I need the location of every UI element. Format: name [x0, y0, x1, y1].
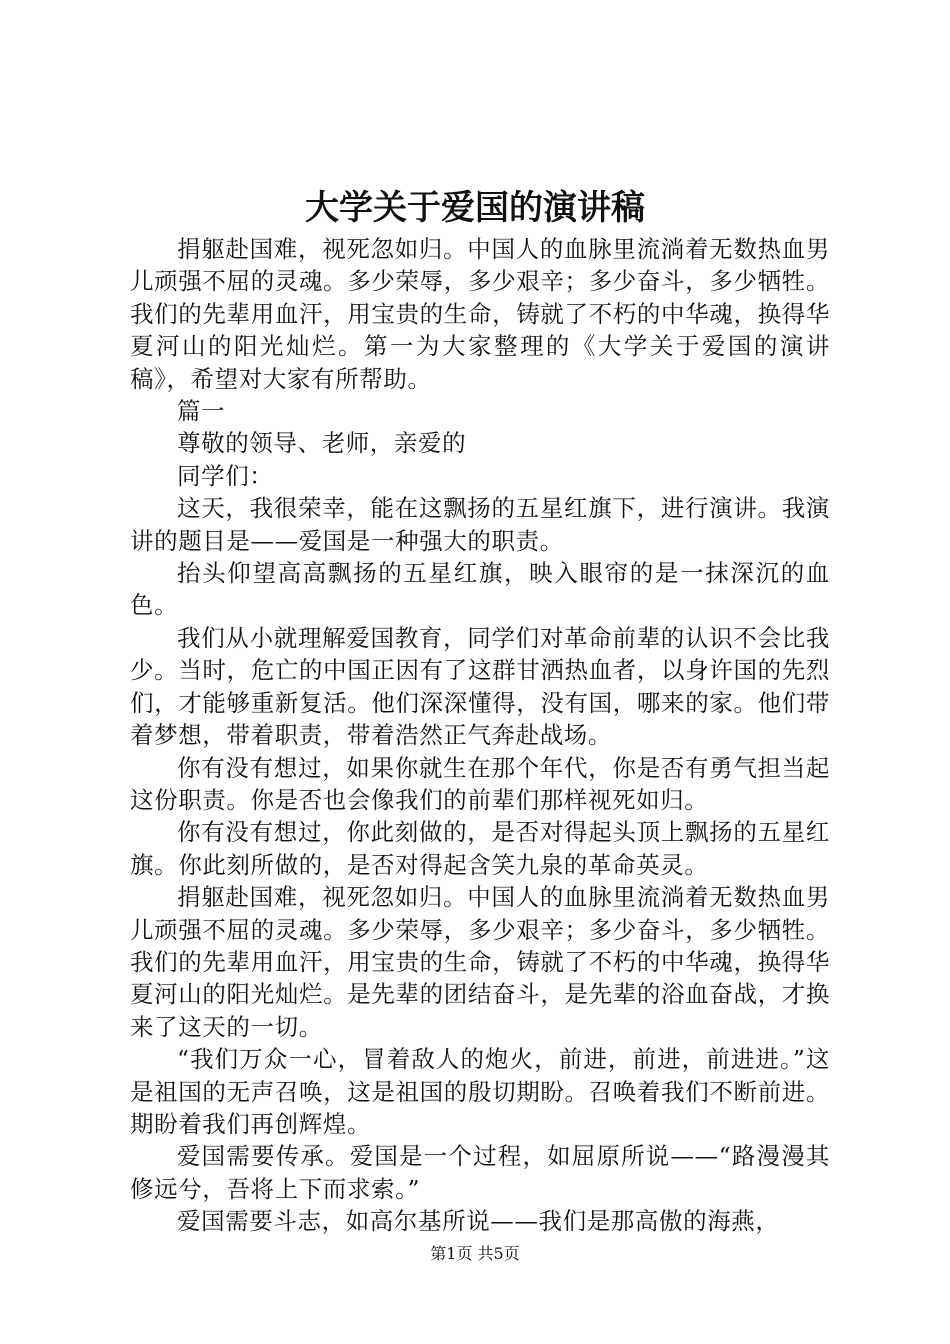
paragraph: 爱国需要斗志，如高尔基所说——我们是那高傲的海燕， [177, 1207, 780, 1236]
paragraph: 我们从小就理解爱国教育，同学们对革命前辈的认识不会比我少。当时，危亡的中国正因有了这群甘洒热血者，以身许国的先烈们，才能够重新复活。他们深深懂得，没有国，哪来的家。他们带着梦想，带着职责，带着浩然正气奔赴战场。 [130, 623, 830, 750]
salutation-line: 尊敬的领导、老师，亲爱的 [177, 429, 467, 458]
section-heading: 篇一 [177, 397, 226, 426]
paragraph: 爱国需要传承。爱国是一个过程，如屈原所说——“路漫漫其修远兮，吾将上下而求索。” [130, 1142, 830, 1203]
document-body [130, 233, 830, 1238]
paragraph: 捐躯赴国难，视死忽如归。中国人的血脉里流淌着无数热血男儿顽强不屈的灵魂。多少荣辱，多少艰辛；多少奋斗，多少牺牲。我们的先辈用血汗，用宝贵的生命，铸就了不朽的中华魂，换得华夏河山的阳光灿烂。是先辈的团结奋斗，是先辈的浴血奋战，才换来了这天的一切。 [130, 883, 830, 1041]
paragraph: 这天，我很荣幸，能在这飘扬的五星红旗下，进行演讲。我演讲的题目是——爱国是一种强大的职责。 [130, 494, 830, 555]
page-footer: 第1页 共5页 [430, 1244, 520, 1263]
salutation-line: 同学们： [177, 461, 274, 490]
paragraph: 你有没有想过，你此刻做的，是否对得起头顶上飘扬的五星红旗。你此刻所做的，是否对得起含笑九泉的革命英灵。 [130, 818, 830, 879]
document-title: 大学关于爱国的演讲稿 [305, 188, 645, 228]
paragraph: 抬头仰望高高飘扬的五星红旗，映入眼帘的是一抹深沉的血色。 [130, 559, 830, 620]
paragraph: 你有没有想过，如果你就生在那个年代，你是否有勇气担当起这份职责。你是否也会像我们的前辈们那样视死如归。 [130, 753, 830, 814]
paragraph: “我们万众一心，冒着敌人的炮火，前进，前进，前进进。”这是祖国的无声召唤，这是祖国的殷切期盼。召唤着我们不断前进。期盼着我们再创辉煌。 [130, 1045, 830, 1138]
paragraph: 捐躯赴国难，视死忽如归。中国人的血脉里流淌着无数热血男儿顽强不屈的灵魂。多少荣辱，多少艰辛；多少奋斗，多少牺牲。我们的先辈用血汗，用宝贵的生命，铸就了不朽的中华魂，换得华夏河山的阳光灿烂。第一为大家整理的《大学关于爱国的演讲稿》，希望对大家有所帮助。 [130, 235, 830, 393]
